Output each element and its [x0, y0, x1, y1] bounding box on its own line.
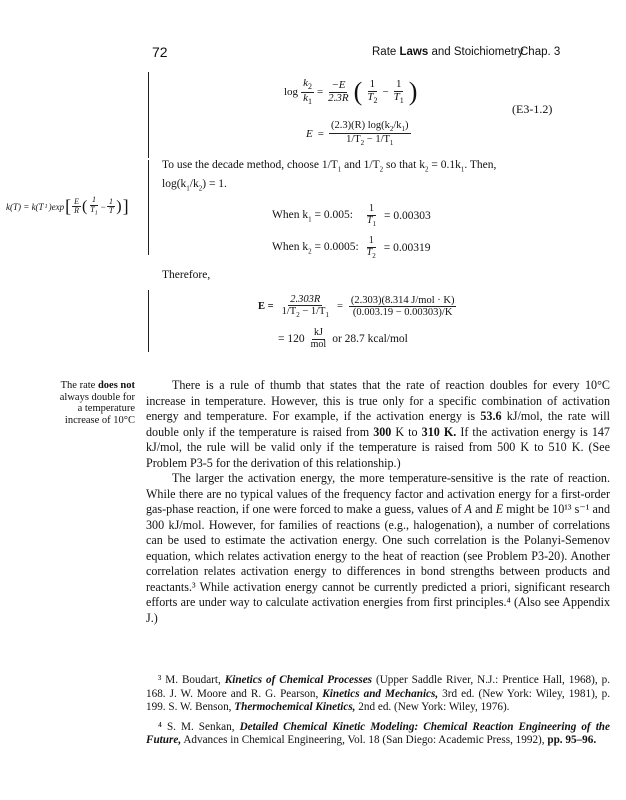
- footnote-run: S. M. Senkan,: [161, 720, 240, 733]
- when-1-den: T: [366, 214, 373, 226]
- side-formula-sub: 1: [44, 203, 48, 210]
- E-num-sub2: 2: [389, 125, 394, 134]
- minusE-over-2.3R: [326, 80, 350, 104]
- k1-symbol: k: [303, 91, 308, 104]
- when-row-1: [272, 204, 431, 228]
- paragraph-2-run: A: [464, 502, 472, 516]
- side-T1: T: [90, 204, 95, 214]
- k-ratio: [301, 78, 314, 106]
- when-2-den: T: [366, 246, 373, 258]
- paragraph-1-run: K to: [391, 424, 422, 439]
- sidebar-line-1: [12, 380, 135, 392]
- sidebar-line-3: a temperature: [77, 403, 135, 414]
- T2-symbol: T: [367, 90, 374, 103]
- side-E-over-R: [72, 198, 81, 216]
- running-title-post: and Stoichiometry: [428, 46, 524, 58]
- equals-sign: =: [316, 86, 324, 99]
- paragraph-2: [146, 471, 610, 626]
- E-numerator: (2.3)(R) log(k: [330, 120, 390, 131]
- when-1-value: = 0.005:: [311, 208, 353, 221]
- when-2-num: 1: [368, 235, 374, 246]
- when-2-value: = 0.0005:: [311, 240, 359, 253]
- one-over-T2: [365, 79, 379, 105]
- E-numerator-tail: /k: [393, 120, 402, 131]
- k2-symbol: k: [303, 77, 308, 89]
- page-number: 72: [152, 44, 168, 60]
- side-paren-close: ): [116, 197, 122, 215]
- side-E: E: [74, 196, 79, 206]
- footnote-3: [146, 674, 610, 715]
- footnote-run: Detailed Chemical Kinetic Modeling: Chemical Reaction Engineering of the Future,: [146, 720, 610, 747]
- side-bracket-close: ]: [122, 196, 129, 216]
- decade-2c: ) = 1.: [202, 178, 227, 191]
- margin-rule-2: [148, 160, 149, 255]
- T1-sub: 1: [399, 95, 404, 105]
- sidebar-line-2: always double for: [59, 391, 135, 403]
- decade-1a: To use the decade method, choose 1/T: [162, 159, 338, 171]
- minus-E: −E: [331, 79, 346, 92]
- chapter-label: Chap. 3: [520, 46, 561, 58]
- when-1-fraction: [365, 204, 378, 228]
- energy-calc: [258, 294, 456, 319]
- T2-sub: 2: [373, 95, 378, 105]
- paragraph-2-run: might be 10¹³ s⁻¹ and 300 kJ/mol. However, for families of reactions (e.g., halogenation), a number of correlations can be used to estimate the activation energy. One such correlation is the Polanyi-Semenov equation, which relates activation energy to the heat of reaction (see Problem P3-20). Another correlation relates activation energy to differences in bond strengths between products and reactants.³ While activation energy cannot be currently predicted a priori, significant research efforts are under way to calculate activation energies from first principles.⁴ (Also see Appendix J.): [146, 502, 610, 625]
- when-2-den-sub: 2: [372, 251, 376, 260]
- side-R: R: [74, 206, 79, 215]
- energy-frac2-num: (2.303)(8.314 J/mol · K): [350, 295, 455, 307]
- energy-result-alt: or 28.7 kcal/mol: [332, 333, 408, 345]
- energy-lhs: E =: [258, 301, 274, 313]
- side-formula-lhs: k(T) = k(T: [6, 201, 44, 212]
- energy-frac1-sub2: 2: [296, 311, 300, 320]
- k1-sub: 1: [307, 96, 312, 106]
- therefore-label: Therefore,: [162, 269, 211, 281]
- footnote-run: M. Boudart,: [161, 674, 225, 686]
- energy-result-unit: [309, 328, 329, 350]
- side-one-a: 1: [92, 195, 97, 205]
- log-equation: [284, 78, 417, 106]
- footnote-mark: ³: [158, 674, 162, 686]
- decade-sub-4: 1: [460, 165, 465, 174]
- footnote-run: Advances in Chemical Engineering, Vol. 18 (San Diego: Academic Press, 1992),: [181, 734, 548, 747]
- energy-frac1-sub1: 1: [325, 311, 329, 320]
- E-equation: [306, 120, 411, 148]
- decade-sub-2: 2: [379, 165, 384, 174]
- side-T: T: [108, 206, 114, 215]
- side-formula: [6, 196, 129, 217]
- paragraph-2-run: The larger the activation energy, the more temperature-sensitive is the rate of reaction. While there are no typical values of the frequency factor and activation energy for a first-order gas-phase reaction, if one were forced to make a guess, values of: [146, 471, 610, 516]
- energy-frac1-den-mid: − 1/T: [299, 306, 326, 318]
- one-over-T1: [392, 79, 406, 105]
- side-one-b: 1: [109, 196, 114, 206]
- energy-frac-2: [349, 295, 457, 318]
- side-minus: −: [100, 201, 106, 212]
- margin-rule-3: [148, 290, 149, 352]
- sidebar-line-1a: The rate: [60, 380, 98, 391]
- numerator-one: 1: [369, 78, 376, 91]
- log-label: log: [284, 86, 299, 99]
- decade-1b: and 1/T: [341, 159, 380, 171]
- when-1-label: When k: [272, 208, 309, 221]
- equation-label: (E3-1.2): [512, 102, 553, 116]
- decade-sub-6: 2: [198, 184, 203, 193]
- paragraph-2-run: E: [495, 502, 504, 516]
- paragraph-1-run: There is a rule of thumb that states that the rate of reaction doubles for every 10°C increase in temperature. However, this is true only for a specific combination of activation energy and temperature. For example, if the activation energy is: [146, 378, 610, 423]
- decade-sub-1: 1: [337, 165, 342, 174]
- side-one-over-T1: [88, 196, 99, 216]
- sidebar-line-1b: does not: [97, 380, 135, 391]
- footnote-4: [146, 721, 610, 748]
- footnote-run: Kinetics of Chemical Processes: [224, 674, 373, 686]
- when-1-den-sub: 1: [372, 219, 376, 228]
- running-title: [372, 46, 524, 58]
- decade-1d: = 0.1k: [428, 159, 461, 171]
- numerator-one-b: 1: [395, 78, 402, 91]
- decade-2b: /k: [189, 178, 199, 191]
- decade-1e: . Then,: [464, 159, 497, 171]
- E-num-sub1: 1: [401, 125, 406, 134]
- paragraph-1-run: 300: [373, 424, 392, 439]
- E-fraction: $\frac{(2.3)(R) \log(k_2/k_1)}{1/T_2 - 1/T_1}$: [330, 120, 409, 148]
- minus-sign: −: [382, 86, 389, 99]
- energy-frac1-den: 1/T: [281, 306, 297, 318]
- decade-sub-3: 2: [424, 165, 429, 174]
- E-den-sub1: 1: [389, 139, 394, 148]
- energy-result: [278, 328, 408, 350]
- when-1-result: = 0.00303: [383, 209, 431, 222]
- side-one-over-T: [107, 198, 115, 216]
- footnote-run: 3rd ed. (New York: Wiley, 1981), p. 199. S. W. Benson,: [146, 687, 610, 714]
- side-formula-exp: )exp: [48, 201, 65, 212]
- energy-unit-num: kJ: [313, 327, 323, 338]
- paren-close: ): [408, 77, 418, 107]
- E-denominator-mid: − 1/T: [364, 134, 390, 146]
- decade-line-2: [162, 177, 610, 196]
- paragraph-1-run: kJ/mol, the rate will double only if the temperature is raised from: [146, 409, 610, 439]
- paren-open: (: [353, 77, 363, 107]
- energy-equals: =: [336, 301, 343, 313]
- when-2-fraction: [365, 236, 378, 260]
- sidebar-line-4: increase of 10°C: [64, 414, 135, 426]
- decade-line-1: [162, 158, 610, 177]
- sidebar-note: [12, 380, 135, 426]
- footnote-run: Thermochemical Kinetics,: [234, 701, 356, 714]
- energy-unit-den: mol: [310, 338, 327, 350]
- margin-rule-1: [148, 72, 149, 158]
- decade-1c: so that k: [383, 159, 425, 171]
- footnote-run: pp. 95–96.: [547, 734, 597, 747]
- footnote-run: 2nd ed. (New York: Wiley, 1976).: [355, 701, 510, 714]
- T1-symbol: T: [393, 90, 400, 103]
- when-1-sub: 1: [308, 215, 312, 224]
- footnote-run: Kinetics and Mechanics,: [322, 687, 439, 700]
- decade-sub-5: 1: [186, 184, 190, 193]
- when-1-num: 1: [368, 203, 374, 214]
- side-bracket-open: [: [65, 196, 72, 216]
- when-2-result: = 0.00319: [383, 241, 431, 254]
- E-symbol: E: [306, 127, 313, 140]
- energy-result-value: = 120: [278, 333, 305, 345]
- when-2-sub: 2: [308, 247, 312, 256]
- paragraph-2-run: and: [471, 502, 496, 516]
- paragraph-1: [146, 378, 610, 471]
- decade-method-text: [162, 158, 610, 197]
- side-T1-sub: 1: [94, 210, 98, 217]
- body-text: [146, 378, 610, 626]
- E-denominator: 1/T: [346, 134, 361, 146]
- footnotes: [146, 674, 610, 748]
- energy-frac1-num: 2.303R: [290, 294, 321, 305]
- footnote-mark: ⁴: [158, 720, 162, 733]
- energy-frac-1: [280, 294, 331, 319]
- equals-sign-2: =: [317, 127, 324, 140]
- when-2-label: When k: [272, 240, 309, 253]
- two-point-three-R: 2.3R: [328, 91, 349, 104]
- footnote-run: (Upper Saddle River, N.J.: Prentice Hall, 1968), p. 168. J. W. Moore and R. G. Pearson,: [146, 674, 610, 700]
- running-title-bold: Laws: [399, 46, 429, 58]
- energy-frac2-den: (0.003.19 − 0.00303)/K: [352, 307, 453, 319]
- paragraph-1-run: 53.6: [480, 409, 502, 423]
- side-paren-open: (: [81, 197, 88, 215]
- when-row-2: [272, 236, 430, 260]
- k2-sub: 2: [307, 82, 312, 92]
- paragraph-1-run: 310 K.: [421, 424, 457, 439]
- running-title-pre: Rate: [372, 46, 400, 58]
- decade-2a: log(k: [162, 178, 187, 191]
- E-den-sub2: 2: [360, 139, 365, 148]
- paragraph-1-run: If the activation energy is 147 kJ/mol, the rule will be valid only if the temperature is raised from 500 K to 510 K. (See Problem P3-5 for the derivation of this relationship.): [146, 424, 610, 470]
